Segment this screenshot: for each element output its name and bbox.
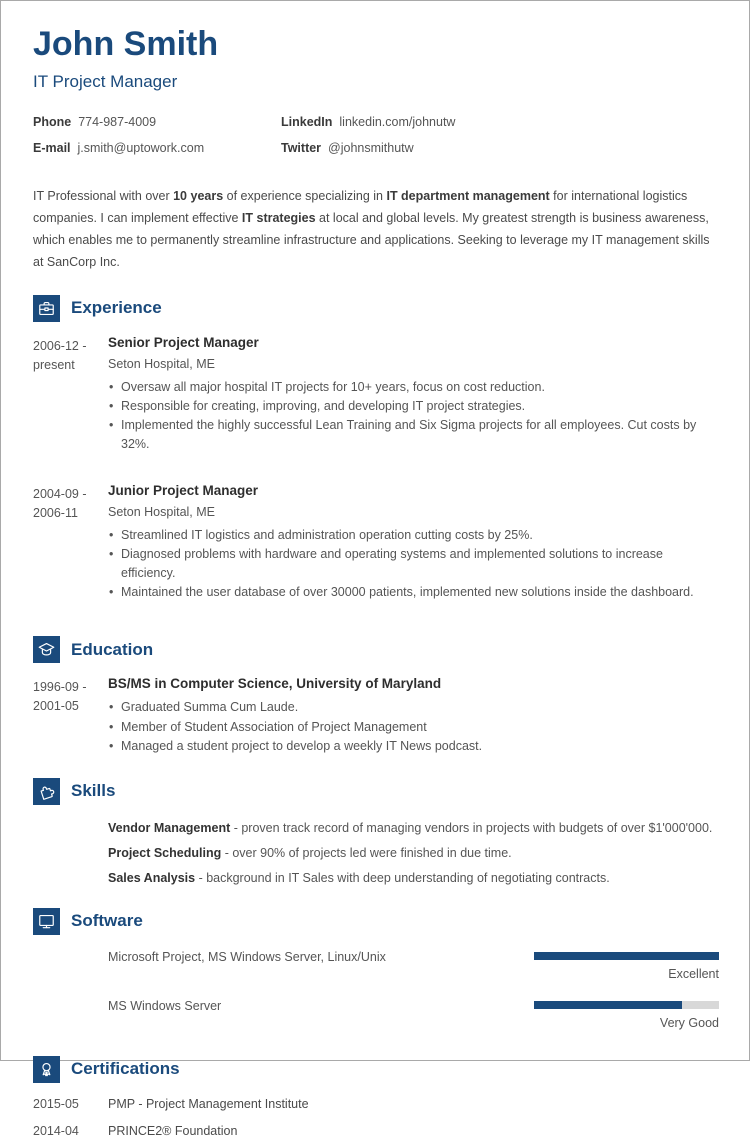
skill-desc: - background in IT Sales with deep understanding of negotiating contracts. (195, 870, 610, 885)
summary-segment: IT Professional with over (33, 188, 174, 203)
entry-date-to: 2001-05 (33, 699, 79, 714)
skill-item (108, 869, 719, 888)
software-level: Very Good (659, 1015, 719, 1030)
entry-dates (33, 335, 108, 455)
skill-item (108, 844, 719, 863)
summary-segment: of experience specializing in (223, 188, 387, 203)
briefcase-icon (33, 295, 60, 322)
contact-label: Twitter (281, 140, 322, 155)
summary-bold-segment: IT strategies (241, 210, 316, 225)
entry-body (108, 335, 719, 455)
certification-name: PRINCE2® Foundation (108, 1123, 238, 1138)
contact-label: Phone (33, 114, 72, 129)
entry-date-from: 1996-09 - (33, 680, 87, 695)
summary-bold-segment: 10 years (173, 188, 224, 203)
software-bar-track (534, 952, 719, 960)
skills-header (33, 778, 719, 805)
certification-date: 2015-05 (33, 1096, 79, 1111)
skills-section-title: Skills (71, 781, 116, 801)
entry-title: Senior Project Manager (108, 334, 259, 350)
software-header (33, 908, 719, 935)
software-level: Excellent (668, 966, 719, 981)
experience-section-title: Experience (71, 298, 162, 318)
entry-bullet: • Diagnosed problems with hardware and operating systems and implemented solutions to increase efficiency. (108, 545, 719, 583)
software-item (108, 998, 719, 1030)
entry-title: BS/MS in Computer Science, University of Maryland (108, 676, 442, 692)
contact-value: 774-987-4009 (78, 114, 157, 129)
entry-bullet: • Maintained the user database of over 30000 patients, implemented new solutions inside the dashboard. (108, 583, 719, 602)
certifications-list (33, 1097, 719, 1138)
entry-bullet: • Oversaw all major hospital IT projects for 10+ years, focus on cost reduction. (108, 378, 719, 397)
entry-bullet: • Managed a student project to develop a weekly IT News podcast. (108, 737, 719, 756)
education-entries (33, 676, 719, 756)
section-skills (33, 778, 719, 888)
contact-label: E-mail (33, 140, 71, 155)
entry-bullets (108, 378, 719, 455)
education-section-title: Education (71, 639, 154, 659)
entry-bullets (108, 698, 719, 756)
software-bar-group (534, 949, 719, 981)
entry-date-to: 2006-11 (33, 505, 78, 520)
software-bar-fill (534, 1001, 682, 1009)
entry-date-from: 2004-09 - (33, 486, 87, 501)
entry-body (108, 676, 719, 756)
software-label: Microsoft Project, MS Windows Server, Linux/Unix (108, 949, 386, 964)
entry-bullet: • Responsible for creating, improving, and developing IT project strategies. (108, 397, 719, 416)
section-experience (33, 295, 719, 603)
section-education (33, 636, 719, 756)
skills-list (33, 819, 719, 888)
contact-grid (33, 115, 719, 155)
entry-bullet: • Implemented the highly successful Lean Training and Six Sigma projects for all employees. Cut costs by 32%. (108, 416, 719, 454)
entry-dates (33, 676, 108, 756)
entry-company: Seton Hospital, ME (108, 504, 215, 519)
skill-term: Sales Analysis (108, 870, 196, 885)
experience-entries (33, 335, 719, 603)
contact-value: j.smith@uptowork.com (77, 140, 205, 155)
certification-item (33, 1124, 719, 1138)
person-name: John Smith (33, 25, 219, 63)
contact-value: linkedin.com/johnutw (339, 114, 456, 129)
entry-bullets (108, 526, 719, 603)
summary-text (33, 185, 719, 273)
software-label: MS Windows Server (108, 998, 222, 1013)
medal-icon (33, 1056, 60, 1083)
certifications-header (33, 1056, 719, 1083)
skill-term: Vendor Management (108, 820, 231, 835)
experience-entry (33, 335, 719, 455)
certification-name: PMP - Project Management Institute (108, 1096, 309, 1111)
software-bar-track (534, 1001, 719, 1009)
contact-item (281, 115, 719, 129)
software-bar-group (534, 998, 719, 1030)
entry-body (108, 483, 719, 603)
entry-title: Junior Project Manager (108, 482, 259, 498)
certification-date: 2014-04 (33, 1123, 79, 1138)
software-section-title: Software (71, 911, 143, 931)
experience-header (33, 295, 719, 322)
section-software (33, 908, 719, 1030)
education-entry (33, 676, 719, 756)
experience-entry (33, 483, 719, 603)
entry-date-to: present (33, 357, 75, 372)
entry-bullet: • Streamlined IT logistics and administration operation cutting costs by 25%. (108, 526, 719, 545)
software-list (33, 949, 719, 1030)
software-item (108, 949, 719, 981)
education-header (33, 636, 719, 663)
software-bar-fill (534, 952, 719, 960)
section-certifications (33, 1056, 719, 1138)
contact-label: LinkedIn (281, 114, 333, 129)
skill-item (108, 819, 719, 838)
skill-desc: - proven track record of managing vendors in projects with budgets of over $1'000'000. (230, 820, 713, 835)
contact-item (33, 115, 281, 129)
entry-bullet: • Member of Student Association of Project Management (108, 718, 719, 737)
entry-dates (33, 483, 108, 603)
contact-item (281, 141, 719, 155)
entry-bullet: • Graduated Summa Cum Laude. (108, 698, 719, 717)
skill-term: Project Scheduling (108, 845, 222, 860)
entry-date-from: 2006-12 - (33, 338, 87, 353)
summary-segment: at local and global levels. My greatest strength is business awareness, which enables me to permanently streamline infrastructure and applications. Seeking to leverage my IT management skills at SanCorp Inc. (33, 210, 710, 269)
puzzle-piece-icon (33, 778, 60, 805)
skill-desc: - over 90% of projects led were finished in due time. (221, 845, 512, 860)
person-job-title: IT Project Manager (33, 71, 178, 91)
contact-value: @johnsmithutw (328, 140, 414, 155)
summary-bold-segment: IT department management (386, 188, 550, 203)
certification-item (33, 1097, 719, 1111)
summary-segment: for international logistics companies. I can implement effective (33, 188, 688, 225)
entry-company: Seton Hospital, ME (108, 356, 215, 371)
contact-item (33, 141, 281, 155)
graduation-cap-icon (33, 636, 60, 663)
monitor-icon (33, 908, 60, 935)
certifications-section-title: Certifications (71, 1059, 180, 1079)
